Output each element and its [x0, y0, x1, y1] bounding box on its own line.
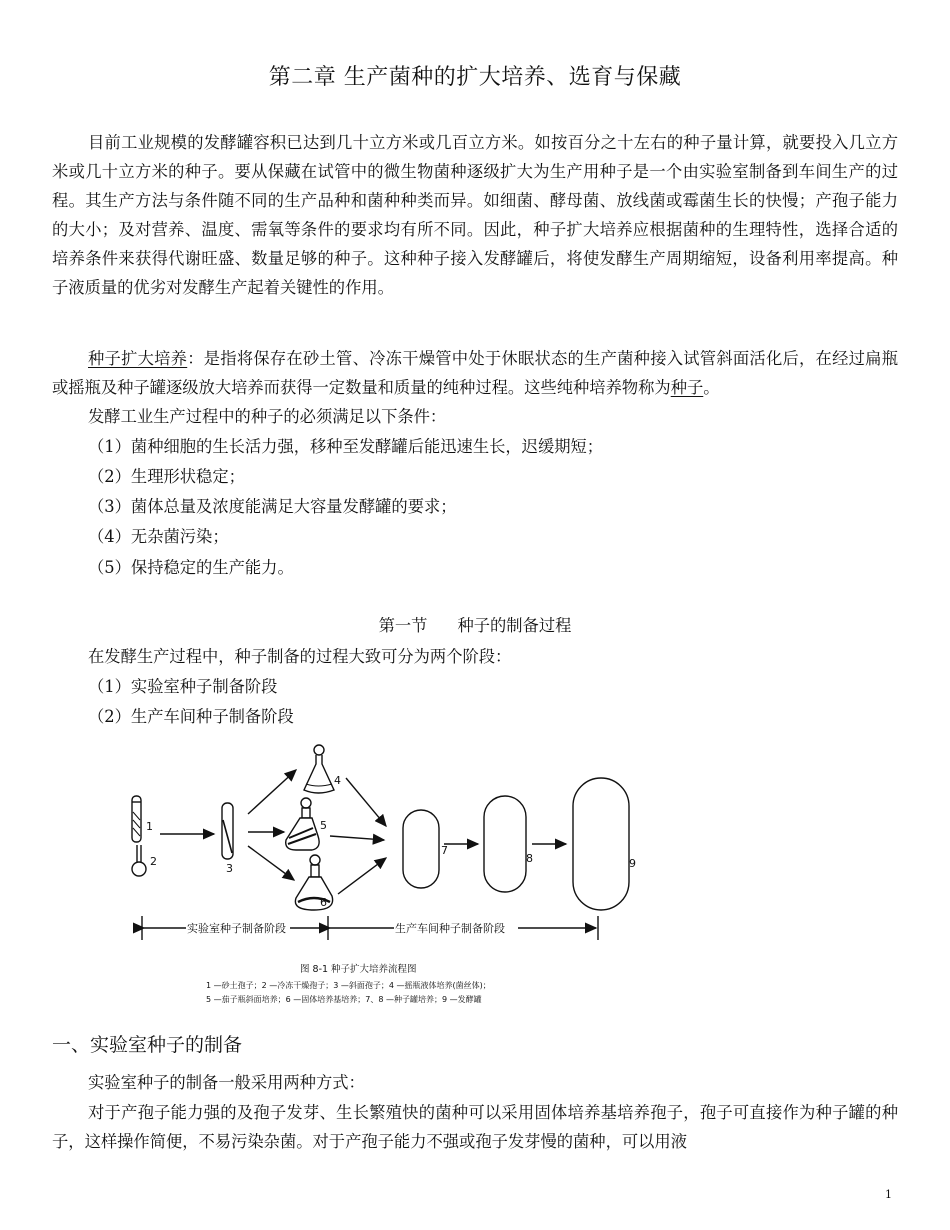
solid-medium-flask-icon: [295, 855, 332, 910]
intro-paragraph: 目前工业规模的发酵罐容积已达到几十立方米或几百立方米。如按百分之十左右的种子量计算，就要投入几立方米或几十立方米的种子。要从保藏在试管中的微生物菌种逐级扩大为生产用种子是一个由实验室制备到车间生产的过程。其生产方法与条件随不同的生产品种和菌种种类而异。如细菌、酵母菌、放线菌或霉菌生长的快慢；产孢子能力的大小；及对营养、温度、需氧等条件的要求均有所不同。因此，种子扩大培养应根据菌种的生理特性，选择合适的培养条件来获得代谢旺盛、数量足够的种子。这种种子接入发酵罐后，将使发酵生产周期缩短，设备利用率提高。种子液质量的优劣对发酵生产起着关键性的作用。: [52, 133, 898, 297]
lab-intro: 实验室种子的制备一般采用两种方式：: [88, 1073, 365, 1092]
page-number: 1: [885, 1188, 892, 1201]
term-seed: 种子: [670, 378, 704, 397]
node-label: 3: [226, 862, 233, 875]
node-label: 2: [150, 855, 157, 868]
stage-item: （1）实验室种子制备阶段: [88, 677, 278, 696]
node-label: 9: [629, 857, 636, 870]
condition-item: （1）菌种细胞的生长活力强，移种至发酵罐后能迅速生长，迟缓期短；: [88, 437, 604, 456]
term-seed-expansion: 种子扩大培养: [88, 349, 188, 368]
figure-legend-line: 5 —茄子瓶斜面培养；6 —固体培养基培养；7、8 —种子罐培养；9 —发酵罐: [206, 995, 482, 1004]
figure-caption: 图 8-1 种子扩大培养流程图: [300, 964, 417, 975]
condition-item: （4）无杂菌污染；: [88, 527, 229, 546]
seed-tank-7-icon: [403, 810, 439, 888]
conditions-intro: 发酵工业生产过程中的种子的必须满足以下条件：: [88, 407, 447, 426]
eggplant-flask-icon: [286, 798, 319, 850]
arrow: [338, 858, 386, 894]
freeze-dried-ampoule-icon: [132, 845, 146, 876]
node-label: 6: [320, 896, 327, 909]
node-label: 1: [146, 820, 153, 833]
node-label: 5: [320, 819, 327, 832]
node-label: 4: [334, 774, 341, 787]
seed-tank-8-icon: [484, 796, 526, 892]
node-label: 7: [441, 844, 448, 857]
stage-lab-label: 实验室种子制备阶段: [187, 922, 286, 935]
sand-tube-icon: [132, 796, 141, 842]
condition-item: （5）保持稳定的生产能力。: [88, 558, 294, 577]
section-title: 种子的制备过程: [457, 616, 572, 635]
condition-item: （2）生理形状稳定；: [88, 467, 245, 486]
figure-legend-line: 1 —砂土孢子；2 —冷冻干燥孢子；3 —斜面孢子；4 —摇瓶液体培养(菌丝体)；: [206, 981, 491, 990]
seed-culture-flow-figure: [0, 728, 950, 1018]
section-number: 第一节: [378, 616, 428, 635]
slant-tube-icon: [222, 803, 233, 859]
definition-paragraph: [52, 344, 898, 402]
arrow: [346, 778, 386, 826]
stage-item: （2）生产车间种子制备阶段: [88, 707, 294, 726]
node-label: 8: [526, 852, 533, 865]
stages-intro: 在发酵生产过程中，种子制备的过程大致可分为两个阶段：: [88, 647, 512, 666]
lab-paragraph: 对于产孢子能力强的及孢子发芽、生长繁殖快的菌种可以采用固体培养基培养孢子，孢子可直接作为种子罐的种子，这样操作简便，不易污染杂菌。对于产孢子能力不强或孢子发芽慢的菌种，可以用液: [52, 1103, 898, 1151]
heading-lab-seed: 一、实验室种子的制备: [52, 1034, 243, 1056]
shake-flask-icon: [304, 745, 334, 793]
chapter-title: 第二章 生产菌种的扩大培养、选育与保藏: [268, 65, 682, 90]
definition-end: 。: [703, 378, 720, 397]
arrow: [248, 770, 296, 814]
arrow: [330, 836, 384, 840]
condition-item: （3）菌体总量及浓度能满足大容量发酵罐的要求；: [88, 497, 457, 516]
fermenter-9-icon: [573, 778, 629, 910]
arrow: [248, 846, 294, 880]
section-heading: [0, 612, 950, 636]
stage-plant-label: 生产车间种子制备阶段: [395, 922, 505, 935]
definition-body: ：是指将保存在砂土管、冷冻干燥管中处于休眠状态的生产菌种接入试管斜面活化后，在经过扁瓶或摇瓶及种子罐逐级放大培养而获得一定数量和质量的纯种过程。这些纯种培养物称为: [52, 349, 898, 397]
